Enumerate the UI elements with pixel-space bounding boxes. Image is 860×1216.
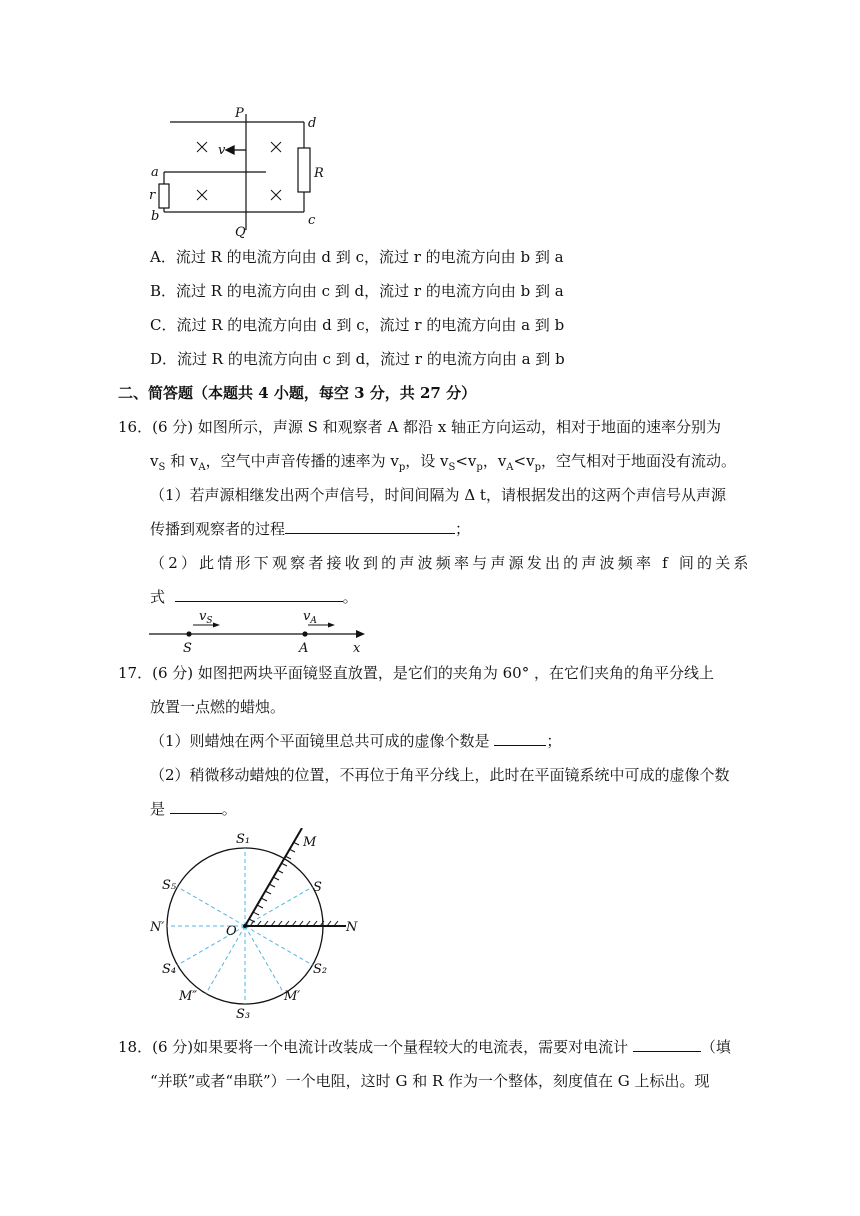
q16-stem-line1: 16．(6 分) 如图所示，声源 S 和观察者 A 都沿 x 轴正方向运动，相对于地面的速率分别为 xyxy=(118,418,722,436)
q17-part2-line1: （2）稍微移动蜡烛的位置，不再位于角平分线上，此时在平面镜系统中可成的虚像个数 xyxy=(150,766,730,784)
q18-text-a: 18．(6 分)如果要将一个电流计改装成一个量程较大的电流表，需要对电流计 xyxy=(118,1038,629,1056)
q16-answer-blank-1[interactable] xyxy=(285,519,455,534)
q16-part2-end: 。 xyxy=(342,588,358,606)
label-P: P xyxy=(235,106,244,121)
q16-part2-line2 xyxy=(150,587,358,607)
option-b: B．流过 R 的电流方向由 c 到 d，流过 r 的电流方向由 b 到 a xyxy=(150,282,564,300)
q17-part2-text: 是 xyxy=(150,800,166,818)
q17-part1-text: （1）则蜡烛在两个平面镜里总共可成的虚像个数是 xyxy=(150,732,490,750)
magnetic-field-crosses xyxy=(197,142,281,200)
label-M: M xyxy=(303,835,317,850)
q17-stem-line2: 放置一点燃的蜡烛。 xyxy=(150,698,286,716)
sound-source-axis-figure xyxy=(145,606,375,658)
label-S3: S₃ xyxy=(236,1007,251,1020)
label-vA: $v_A$ xyxy=(303,609,317,626)
option-c: C．流过 R 的电流方向由 d 到 c，流过 r 的电流方向由 a 到 b xyxy=(150,316,565,334)
q16-part1-end: ； xyxy=(455,520,471,538)
q16-part1-line2 xyxy=(150,519,470,539)
q16-part1-line1: （1）若声源相继发出两个声信号，时间间隔为 Δ t，请根据发出的这两个声信号从声源 xyxy=(150,486,726,504)
q17-stem-line1: 17．(6 分) 如图把两块平面镜竖直放置，是它们的夹角为 60° ，在它们夹角的角平分线上 xyxy=(118,664,714,682)
label-c: c xyxy=(308,213,316,228)
label-v: v xyxy=(218,143,226,158)
label-d: d xyxy=(308,116,317,131)
label-x: x xyxy=(353,641,361,656)
label-N-prime: N′ xyxy=(150,920,165,935)
option-a: A．流过 R 的电流方向由 d 到 c，流过 r 的电流方向由 b 到 a xyxy=(150,248,564,266)
q18-stem-line1 xyxy=(118,1037,731,1057)
label-b: b xyxy=(151,209,160,224)
section-title: 二、简答题（本题共 4 小题，每空 3 分，共 27 分） xyxy=(118,384,477,402)
label-M-dprime: M″ xyxy=(179,989,198,1004)
label-S2: S₂ xyxy=(313,962,328,977)
plane-mirror-figure xyxy=(150,828,370,1020)
label-S5: S₅ xyxy=(162,878,177,893)
q16-answer-blank-2[interactable] xyxy=(175,587,343,602)
label-a: a xyxy=(151,165,159,180)
label-O: O xyxy=(226,924,237,939)
label-S: S xyxy=(313,880,322,895)
q18-text-b: （填 xyxy=(700,1038,731,1056)
q16-stem-line2: $v_S$ 和 $v_A$，空气中声音传播的速率为 $v_p$，设 $v_S<v_p$，$v_A<v_p$，空气相对于地面没有流动。 xyxy=(150,452,736,473)
q16-part2-text: 式 xyxy=(150,588,166,606)
label-S: S xyxy=(183,641,192,656)
q17-part1-end: ； xyxy=(546,732,562,750)
circuit-diagram xyxy=(140,100,340,240)
q17-answer-blank-1[interactable] xyxy=(494,731,546,746)
q16-part2-line1: （2）此情形下观察者接收到的声波频率与声源发出的声波频率 f 间的关系 xyxy=(150,554,752,572)
label-R: R xyxy=(314,166,324,181)
q17-part2-end: 。 xyxy=(221,800,237,818)
q18-stem-line2: “并联”或者“串联”）一个电阻，这时 G 和 R 作为一个整体，刻度值在 G 上标出。现 xyxy=(150,1072,710,1090)
label-S4: S₄ xyxy=(162,962,177,977)
label-vS: $v_S$ xyxy=(199,609,213,626)
label-M-prime: M′ xyxy=(284,989,301,1004)
option-d: D．流过 R 的电流方向由 c 到 d，流过 r 的电流方向由 a 到 b xyxy=(150,350,565,368)
q17-part1 xyxy=(150,731,561,751)
label-Q: Q xyxy=(235,225,246,240)
q18-answer-blank[interactable] xyxy=(633,1037,701,1052)
q17-answer-blank-2[interactable] xyxy=(170,799,222,814)
label-r: r xyxy=(149,188,156,203)
label-N: N xyxy=(346,920,358,935)
label-A: A xyxy=(299,641,309,656)
q16-part1-text: 传播到观察者的过程 xyxy=(150,520,286,538)
q17-part2-line2 xyxy=(150,799,237,819)
label-S1: S₁ xyxy=(236,832,251,847)
